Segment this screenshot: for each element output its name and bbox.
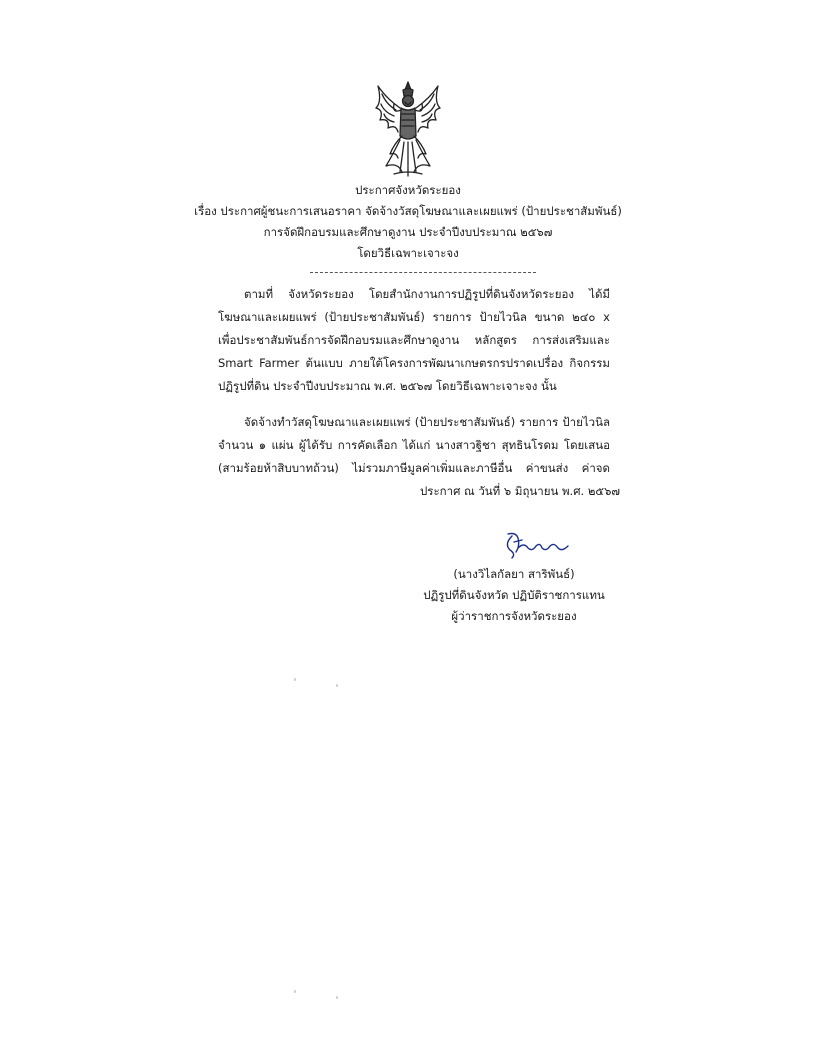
announcement-subject-line2: การจัดฝึกอบรมและศึกษาดูงาน ประจำปีงบประมาณ ๒๕๖๗ [263, 225, 553, 239]
scan-speck [294, 990, 296, 993]
scan-speck [336, 996, 338, 999]
scan-speck [336, 684, 338, 687]
header-divider [310, 272, 536, 273]
paragraph1-line4: Smart Farmer ต้นแบบ ภายใต้โครงการพัฒนาเกษตรกรปราดเปรื่อง กิจกรรม [218, 356, 610, 370]
paragraph1-line5: ปฏิรูปที่ดิน ประจำปีงบประมาณ พ.ศ. ๒๕๖๗ โดยวิธีเฉพาะเจาะจง นั้น [218, 379, 557, 393]
handwritten-signature [502, 530, 572, 560]
paragraph1-line2: โฆษณาและเผยแพร่ (ป้ายประชาสัมพันธ์) รายการ ป้ายไวนิล ขนาด ๒๔๐ x [218, 310, 610, 324]
announcement-title: ประกาศจังหวัดระยอง [355, 183, 461, 197]
signatory-name: (นางวิไลกัลยา สาริพันธ์) [453, 567, 575, 581]
paragraph1-line3: เพื่อประชาสัมพันธ์การจัดฝึกอบรมและศึกษาดูงาน หลักสูตร การส่งเสริมและ [218, 333, 610, 347]
paragraph1-line1: ตามที่ จังหวัดระยอง โดยสำนักงานการปฏิรูปที่ดินจังหวัดระยอง ได้มี [244, 287, 610, 301]
paragraph2-line2: จำนวน ๑ แผ่น ผู้ได้รับ การคัดเลือก ได้แก่ นางสาวฐิชา สุทธินโรดม โดยเสนอ [218, 438, 610, 452]
announcement-date: ประกาศ ณ วันที่ ๖ มิถุนายน พ.ศ. ๒๕๖๗ [420, 484, 621, 498]
garuda-emblem-icon [372, 80, 444, 178]
paragraph2-line3: (สามร้อยห้าสิบบาทถ้วน) ไม่รวมภาษีมูลค่าเพิ่มและภาษีอื่น ค่าขนส่ง ค่าจด [218, 461, 610, 475]
signatory-position2: ผู้ว่าราชการจังหวัดระยอง [451, 609, 577, 623]
announcement-subject: เรื่อง ประกาศผู้ชนะการเสนอราคา จัดจ้างวัสดุโฆษณาและเผยแพร่ (ป้ายประชาสัมพันธ์) [194, 204, 622, 218]
signatory-position1: ปฏิรูปที่ดินจังหวัด ปฏิบัติราชการแทน [423, 588, 605, 602]
announcement-method: โดยวิธีเฉพาะเจาะจง [357, 246, 459, 260]
paragraph2-line1: จัดจ้างทำวัสดุโฆษณาและเผยแพร่ (ป้ายประชาสัมพันธ์) รายการ ป้ายไวนิล [244, 415, 610, 429]
scan-speck [294, 678, 296, 681]
